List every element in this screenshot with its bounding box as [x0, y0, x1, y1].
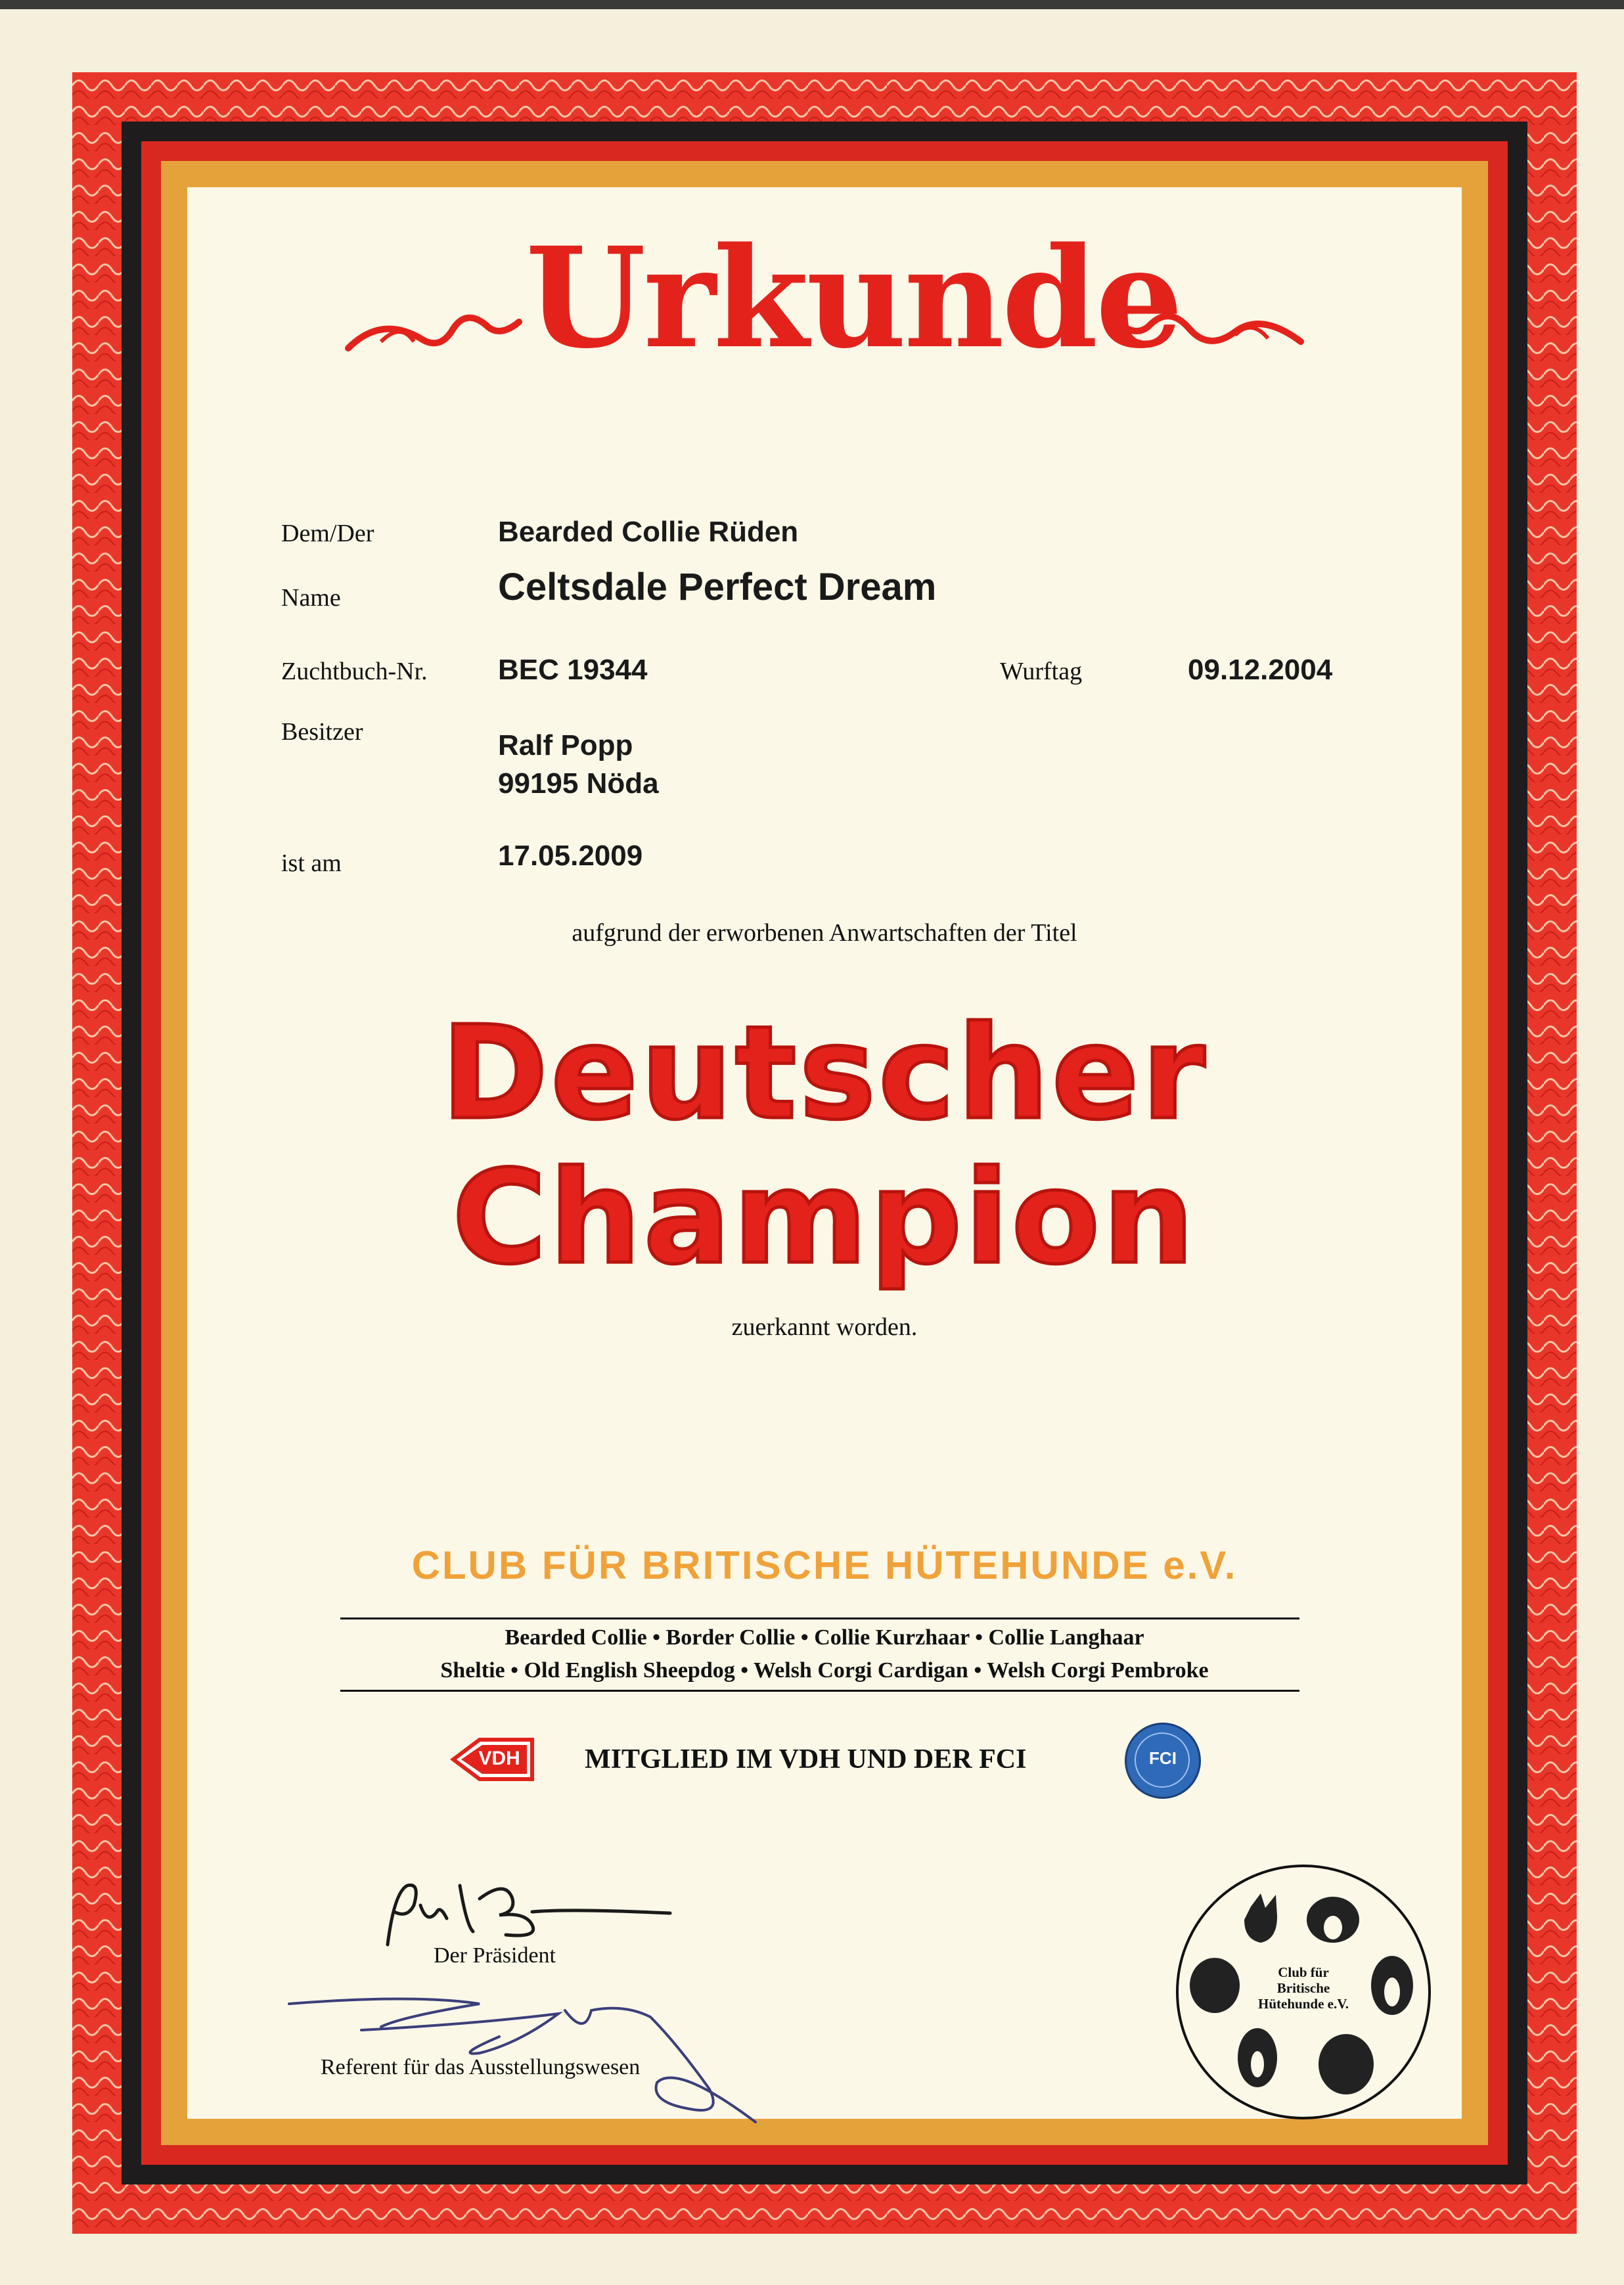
- seal-text-line-2: Britische: [1276, 1980, 1330, 1996]
- vdh-logo: [447, 1733, 539, 1786]
- scan-edge: [0, 0, 1624, 9]
- signature-2-label: Referent für das Ausstellungswesen: [321, 2055, 641, 2079]
- club-name: CLUB FÜR BRITISCHE HÜTEHUNDE e.V.: [411, 1543, 1238, 1587]
- left-flourish-icon: [342, 276, 526, 374]
- intro-text: aufgrund der erworbenen Anwartschaften der Titel: [572, 919, 1077, 947]
- besitzer-name: Ralf Popp: [498, 729, 633, 761]
- zuchtbuch-value: BEC 19344: [498, 654, 648, 686]
- heading-text: Urkunde: [526, 217, 1181, 379]
- breeds-line-1: Bearded Collie • Border Collie • Collie Kurzhaar • Collie Langhaar: [505, 1625, 1144, 1650]
- outro-text: zuerkannt worden.: [731, 1313, 918, 1341]
- wurftag-value: 09.12.2004: [1188, 654, 1333, 686]
- besitzer-label: Besitzer: [281, 718, 363, 746]
- fci-logo-text: FCI: [1149, 1748, 1177, 1768]
- signature-1-label: Der Präsident: [434, 1943, 556, 1968]
- zuchtbuch-label: Zuchtbuch-Nr.: [281, 658, 428, 685]
- certificate-heading: [526, 217, 1181, 388]
- club-seal: [1176, 1865, 1431, 2119]
- ist-am-value: 17.05.2009: [498, 840, 643, 872]
- ist-am-label: ist am: [281, 849, 342, 877]
- dem-der-label: Dem/Der: [281, 520, 374, 547]
- seal-text-line-3: Hütehunde e.V.: [1258, 1996, 1349, 2012]
- membership-text: MITGLIED IM VDH UND DER FCI: [585, 1744, 1027, 1775]
- seal-text-line-1: Club für: [1278, 1964, 1329, 1980]
- dem-der-value: Bearded Collie Rüden: [498, 516, 799, 548]
- breeds-line-2: Sheltie • Old English Sheepdog • Welsh Corgi Cardigan • Welsh Corgi Pembroke: [440, 1658, 1209, 1683]
- vdh-logo-text: VDH: [478, 1748, 520, 1769]
- title-champion: Champion: [452, 1143, 1197, 1293]
- seal-text: [1244, 1964, 1363, 2012]
- fci-logo: [1125, 1723, 1201, 1799]
- title-deutscher: Deutscher: [441, 999, 1208, 1148]
- name-value: Celtsdale Perfect Dream: [498, 566, 937, 608]
- wurftag-label: Wurftag: [1000, 658, 1083, 685]
- title-line-1: [187, 999, 1462, 1148]
- name-label: Name: [281, 584, 341, 612]
- breeds-top-rule: [340, 1618, 1299, 1619]
- breeds-bottom-rule: [340, 1690, 1299, 1692]
- besitzer-address: 99195 Nöda: [498, 767, 659, 800]
- title-line-2: [187, 1143, 1462, 1293]
